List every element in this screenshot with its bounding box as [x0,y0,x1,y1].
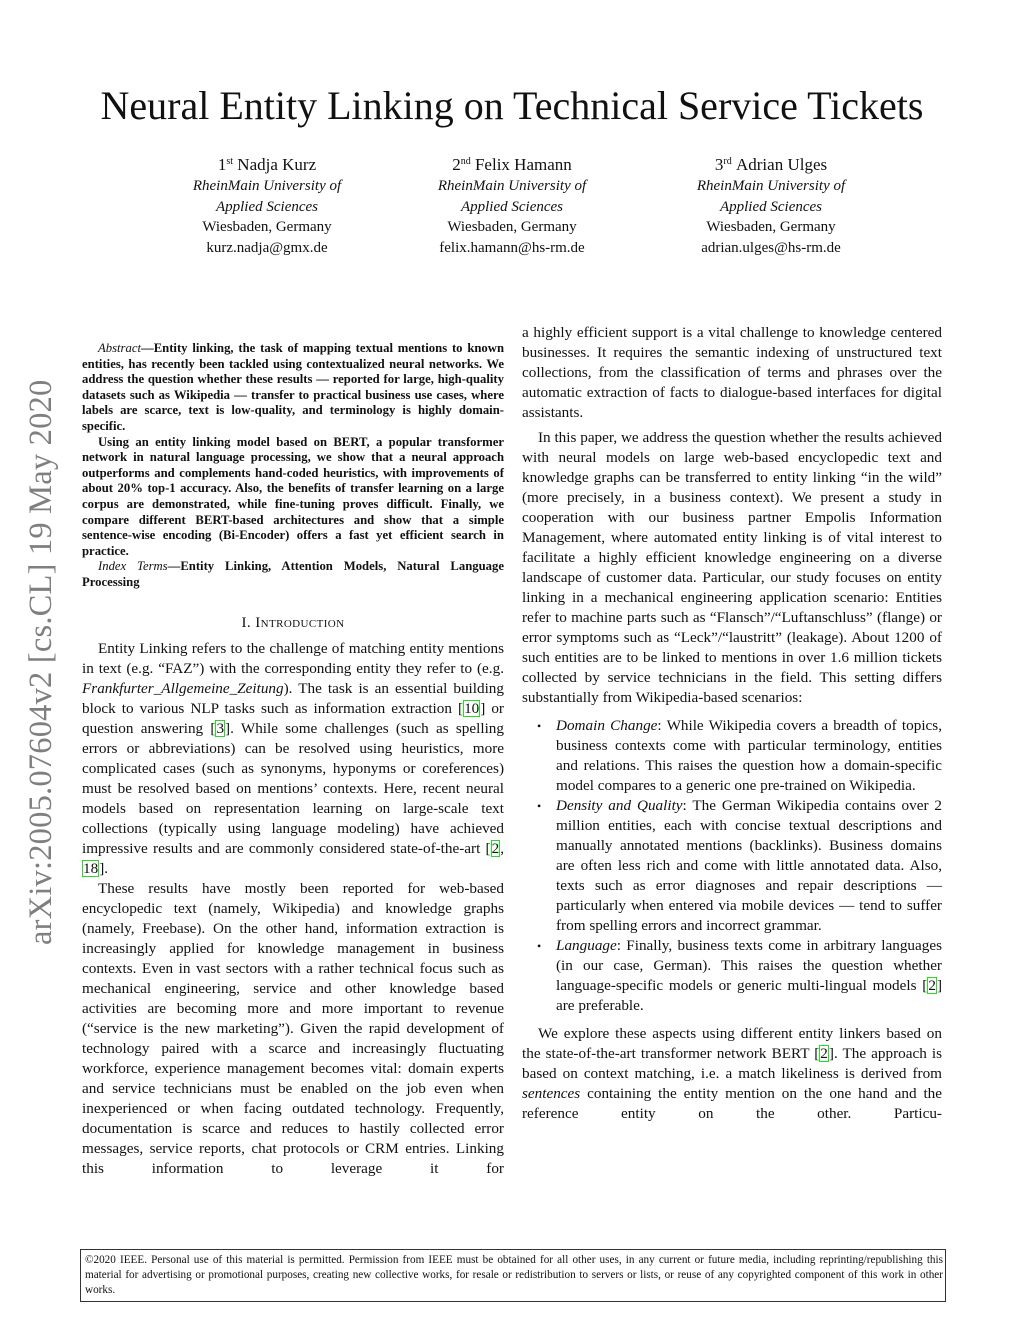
author-email[interactable]: adrian.ulges@hs-rm.de [701,239,841,256]
author-affiliation-line2: Applied Sciences [215,198,319,215]
intro-paragraph-3: In this paper, we address the question whether the results achieved with neural models on large web-based encyclopedic text and knowledge graphs can be transferred to entity linking “in the wild” (more precisely, in a business context). We present a study in cooperation with our business partner Empolis Information Management, where automated entity linking is of vital interest to facilitate a highly efficient knowledge engineering on a diverse landscape of customer data. Particular, our study focuses on entity linking in a mechanical engineering application scenario: Entities refer to machine parts such as “Flansch”/“Luftanschluss” (flange) or error symptoms such as “Leck”/“laustritt” (leakage). About 1200 of such entities are to be linked to mentions in over 1.6 million tickets collected by service technicians in the field. This setting differs substantially from Wikipedia-based scenarios: [522,429,942,706]
author-name: Felix Hamann [474,155,572,174]
abstract-label: Abstract [98,341,141,355]
author-affiliation: RheinMain University of [192,178,342,194]
intro-paragraph-4: We explore these aspects using different entity linkers based on the state-of-the-art transformer network BERT [2]. The approach is based on context matching, i.e. a match likeliness is derived from sentences containing the entity mention on the one hand and the reference entity on the other. Particu- [522,1025,942,1122]
author-affiliation-line2: Applied Sciences [460,198,564,215]
citation-link[interactable]: 2 [491,839,500,857]
author-ordinal-suffix: st [226,156,234,167]
author-ordinal-suffix: rd [723,156,732,167]
abstract-paragraph-1: Abstract—Entity linking, the task of mapping textual mentions to known entities, has recently been tackled using contextualized neural networks. We address the question whether these results — reported for large, high-quality datasets such as Wikipedia — transfer to practical business use cases, where labels are scarce, text is low-quality, and terminology is highly domain-specific. [82,341,504,433]
author-location: Wiesbaden, Germany [202,219,332,235]
bullet-density-quality: • Density and Quality: The German Wikipedia contains over 2 million entities, each with concise textual descriptions and manually annotated mentions (backlinks). Business domains are often less rich and come with little annotated data. Also, texts such as error diagnoses and repair descriptions — particularly when entered via mobile devices — tend to suffer from spelling errors and incorrect grammar. [556,796,942,936]
citation-link[interactable]: 18 [83,859,99,877]
citation-link[interactable]: 2 [820,1045,828,1062]
arxiv-identifier-stamp: arXiv:2005.07604v2 [cs.CL] 19 May 2020 [23,379,59,945]
intro-paragraph-2: These results have mostly been reported for web-based encyclopedic text (namely, Wikipedia) and knowledge graphs (namely, Freebase). On the other hand, information extraction is increasingly applied for knowledge management in business contexts. Even in vast sectors with a rather technical focus such as mechanical engineering, service and other knowledge based activities are becoming more and more important to revenue (“service is the new marketing”). Given the rapid development of technology paired with a scarce and increasingly fluctuating workforce, experience management becomes vital: domain experts and service technicians must be enabled on the job even when inexperienced or when facing outdated technology. Frequently, documentation is scarce and reduces to hastily collected error messages, service reports, chat protocols or CRM entries. Linking this information to leverage it for [82,879,504,1177]
author-2 [382,154,642,258]
author-affiliation: RheinMain University of [437,178,587,194]
right-column [522,323,942,1124]
author-email[interactable]: kurz.nadja@gmx.de [206,239,328,256]
author-ordinal: 1 [217,155,227,174]
author-affiliation: RheinMain University of [696,178,846,194]
author-ordinal-suffix: nd [460,156,471,167]
left-column [82,341,504,1179]
bullet-domain-change: • Domain Change: While Wikipedia covers a breadth of topics, business contexts come with particular terminology, entities and relations. This raises the question how a domain-specific model compares to a generic one pre-trained on Wikipedia. [556,716,942,796]
intro-paragraph-2-continued: a highly efficient support is a vital challenge to knowledge centered businesses. It requires the semantic indexing of unstructured text collections, from the classification of terms and phrases over the automatic extraction of facts to dialogue-based interfaces for digital assistants. [522,324,942,421]
author-affiliation-line2: Applied Sciences [719,198,823,215]
author-ordinal: 2 [452,155,461,174]
author-email[interactable]: felix.hamann@hs-rm.de [439,239,585,256]
abstract-paragraph-2: Using an entity linking model based on BERT, a popular transformer network in natural language processing, we show that a neural approach outperforms and complements hand-coded heuristics, with improvements of about 20% top-1 accuracy. Also, the benefits of transfer learning on a large corpus are demonstrated, while fine-tuning proves difficult. Finally, we compare different BERT-based architectures and show that a simple sentence-wise encoding (Bi-Encoder) offers a fast yet efficient search in practice. [82,434,504,558]
author-block [0,154,1024,264]
abstract [82,341,504,591]
index-terms: Index Terms—Entity Linking, Attention Models, Natural Language Processing [82,559,505,589]
section-heading-introduction: I. Introduction [241,614,345,631]
author-name: Adrian Ulges [735,155,828,174]
paper-title: Neural Entity Linking on Technical Service Tickets [100,83,924,128]
citation-link[interactable]: 10 [464,699,480,717]
citation-link[interactable]: 2 [928,977,936,994]
index-terms-label: Index Terms [98,559,168,574]
author-3 [641,154,901,258]
author-ordinal: 3 [714,155,724,174]
author-location: Wiesbaden, Germany [447,219,577,235]
author-location: Wiesbaden, Germany [706,219,836,235]
author-name: Nadja Kurz [237,155,317,174]
scenario-bullet-list [522,716,942,1016]
copyright-notice: ©2020 IEEE. Personal use of this material is permitted. Permission from IEEE must be obtained for all other uses, in any current or future media, including reprinting/republishing this material for advertising or promotional purposes, creating new collective works, for resale or redistribution to servers or lists, or reuse of any copyrighted component of this work in other works. [80,1249,946,1302]
author-1 [137,154,397,258]
intro-paragraph-1: Entity Linking refers to the challenge of matching entity mentions in text (e.g. “FAZ”) with the corresponding entity they refer to (e.g. Frankfurter_Allgemeine_Zeitung). The task is an essential building block to various NLP tasks such as information extraction [10] or question answering [3]. While some challenges (such as spelling errors or abbreviations) can be resolved using heuristics, more complicated cases (such as synonyms, hyponyms or coreferences) must be resolved based on mentions’ contexts. Here, recent neural models based on representation learning on large-scale text collections (typically using language modeling) have achieved impressive results and are commonly considered state-of-the-art [2, 18]. [82,639,504,877]
citation-link[interactable]: 3 [216,719,225,737]
bullet-language: • Language: Finally, business texts come in arbitrary languages (in our case, German). This raises the question whether language-specific models or generic multi-lingual models [2] are preferable. [556,936,942,1016]
